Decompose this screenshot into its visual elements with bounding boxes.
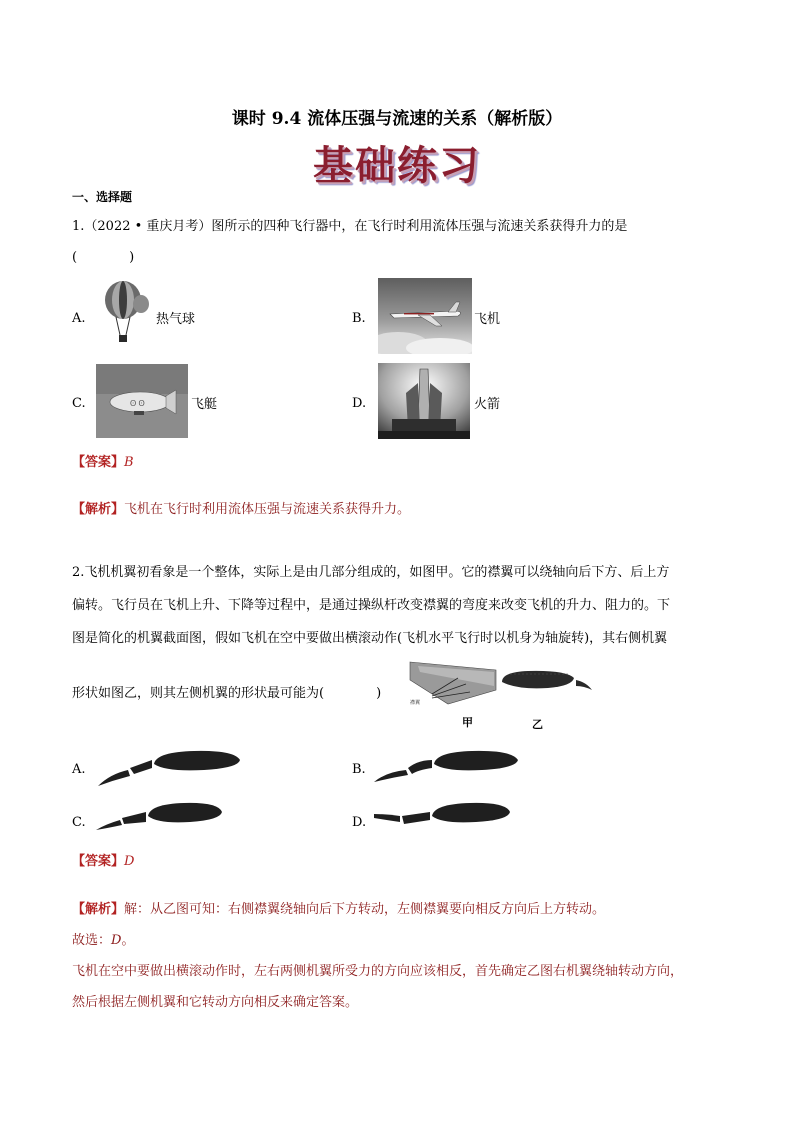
q2-answer-value: D: [124, 854, 135, 869]
q2-answer-label: 【答案】: [72, 854, 125, 869]
q2-stem-line4: 形状如图乙，则其左侧机翼的形状最可能为( ): [72, 686, 382, 701]
q2-option-c-label: C.: [72, 815, 86, 830]
q2-analysis: [72, 898, 605, 917]
q2-note-line1: 飞机在空中要做出横滚动作时，左右两侧机翼所受力的方向应该相反，首先确定乙图右机翼绕轴转动方向，: [72, 964, 684, 979]
q2-choose-value: D: [111, 933, 122, 948]
q1-option-d-text: 火箭: [474, 397, 501, 412]
q2-analysis-text: 解：从乙图可知：右侧襟翼绕轴向后下方转动，左侧襟翼要向相反方向后上方转动。: [124, 902, 606, 917]
fig-small-label: 襟翼: [410, 700, 421, 706]
q2-stem-line1: 2.飞机机翼初看象是一个整体，实际上是由几部分组成的，如图甲。它的襟翼可以绕轴向后下方、后上方: [72, 565, 670, 580]
q2-option-b-label: B.: [352, 762, 366, 777]
q1-answer-value: B: [124, 455, 134, 470]
q1-analysis-label: 【解析】: [72, 502, 125, 517]
q2-analysis-label: 【解析】: [72, 902, 125, 917]
q1-option-c-label: C.: [72, 396, 86, 411]
q1-option-c-text: 飞艇: [191, 397, 218, 412]
fig-label-yi: 乙: [532, 718, 543, 731]
hot-air-balloon-icon: [98, 280, 152, 350]
q1-blank: ( ): [72, 250, 135, 265]
q1-answer-label: 【答案】: [72, 455, 125, 470]
airplane-icon: [378, 278, 472, 354]
wing-option-a: [94, 748, 244, 792]
q1-option-d-label: D.: [352, 396, 367, 411]
wing-option-b: [372, 748, 520, 788]
q2-choose-suffix: 。: [121, 933, 135, 948]
q1-stem: 1.（2022 • 重庆月考）图所示的四种飞行器中，在飞行时利用流体压强与流速关系获得升力的是: [72, 219, 628, 234]
banner-heading: 基础练习: [313, 142, 481, 189]
rocket-icon: [378, 363, 470, 439]
wing-option-d: [372, 800, 512, 836]
q2-answer: [72, 850, 134, 869]
page-title: 课时 9.4 流体压强与流速的关系（解析版）: [231, 109, 563, 129]
q1-option-b-text: 飞机: [474, 312, 501, 327]
q2-stem-line3: 图是简化的机翼截面图，假如飞机在空中要做出横滚动作(飞机水平飞行时以机身为轴旋转)，其右侧机翼: [72, 631, 668, 646]
q1-analysis-text: 飞机在飞行时利用流体压强与流速关系获得升力。: [124, 502, 411, 517]
q1-analysis: [72, 498, 410, 517]
q2-choose-prefix: 故选：: [72, 933, 112, 948]
wing-figure-jia: [408, 660, 498, 708]
q2-option-a-label: A.: [72, 762, 86, 777]
fig-label-jia: 甲: [462, 716, 473, 729]
q1-option-a-label: A.: [72, 311, 86, 326]
q2-option-d-label: D.: [352, 815, 367, 830]
q2-note-line2: 然后根据左侧机翼和它转动方向相反来确定答案。: [72, 995, 359, 1010]
q1-option-a-text: 热气球: [156, 312, 196, 327]
wing-figure-yi: [498, 668, 596, 698]
section-heading: 一、选择题: [72, 190, 133, 204]
airship-icon: [96, 364, 188, 438]
svg-text:ʘ ʘ: ʘ ʘ: [130, 399, 145, 408]
wing-option-c: [94, 800, 224, 836]
q1-answer: [72, 451, 134, 470]
q2-choose: [72, 929, 134, 948]
q1-option-b-label: B.: [352, 311, 366, 326]
q2-stem-line2: 偏转。飞行员在飞机上升、下降等过程中，是通过操纵杆改变襟翼的弯度来改变飞机的升力、阻力的。下: [72, 598, 671, 613]
